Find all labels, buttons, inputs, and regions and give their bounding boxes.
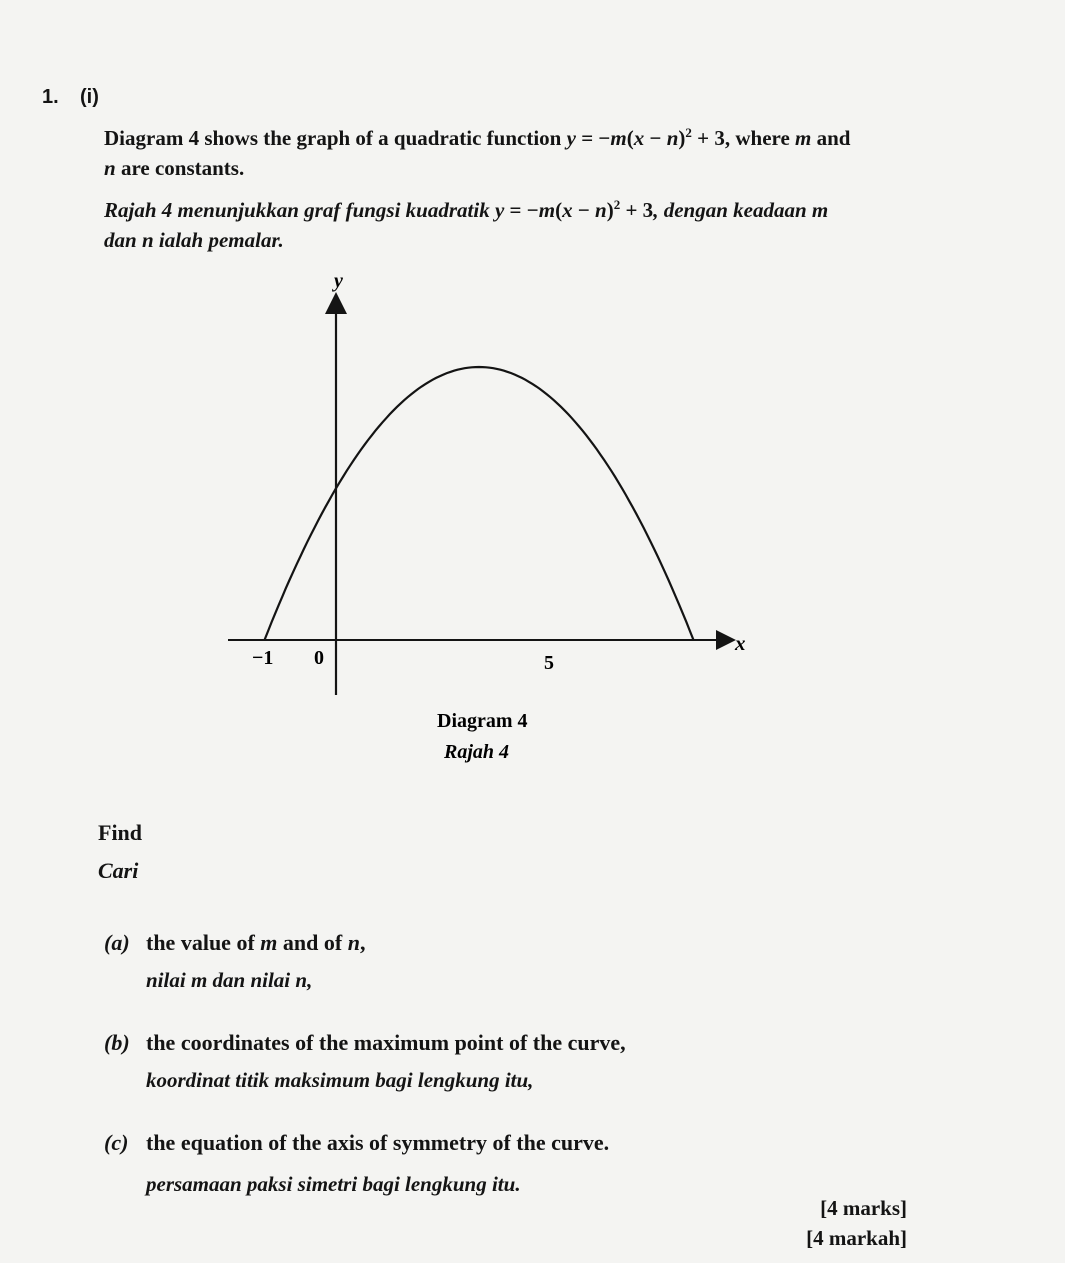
intro-en-text-2: , where bbox=[724, 126, 790, 150]
diagram-caption-en: Diagram 4 bbox=[437, 710, 528, 732]
intro-en-text-1: Diagram 4 shows the graph of a quadratic function bbox=[104, 126, 562, 150]
tick-label-0: 0 bbox=[314, 647, 324, 669]
part-b-malay: koordinat titik maksimum bagi lengkung itu, bbox=[146, 1068, 534, 1092]
intro-ms-text-3: dan bbox=[104, 228, 137, 252]
tick-label-5: 5 bbox=[544, 652, 554, 674]
tick-label-neg1: −1 bbox=[252, 647, 274, 669]
part-c-label: (c) bbox=[104, 1130, 129, 1155]
var-n: n bbox=[104, 156, 116, 180]
intro-en-text-3: and bbox=[816, 126, 851, 150]
marks-en: [4 marks] bbox=[820, 1196, 907, 1220]
part-c-malay: persamaan paksi simetri bagi lengkung itu. bbox=[146, 1172, 521, 1196]
y-axis-label: y bbox=[334, 270, 343, 292]
intro-ms-text-1: Rajah 4 menunjukkan graf fungsi kuadratik bbox=[104, 198, 490, 222]
x-axis-label: x bbox=[735, 631, 746, 655]
part-a-malay: nilai m dan nilai n, bbox=[146, 968, 313, 992]
parabola-curve bbox=[265, 367, 694, 640]
question-part: (i) bbox=[80, 86, 99, 108]
part-b-english: the coordinates of the maximum point of the curve, bbox=[146, 1030, 626, 1055]
find-label-en: Find bbox=[98, 820, 143, 845]
intro-ms-text-2: , dengan keadaan bbox=[653, 198, 807, 222]
equation-ms: $y = -m(x - n)^2 + 3$ bbox=[494, 197, 654, 222]
var-m: m bbox=[795, 126, 812, 150]
question-number: 1. bbox=[42, 86, 59, 108]
part-a-label: (a) bbox=[104, 930, 130, 955]
intro-en-text-4: are constants. bbox=[120, 156, 245, 180]
equation-en: $y = -m(x - n)^2 + 3$ bbox=[566, 125, 725, 150]
marks-ms: [4 markah] bbox=[806, 1226, 907, 1250]
part-b-label: (b) bbox=[104, 1030, 130, 1055]
find-label-ms: Cari bbox=[98, 858, 139, 883]
var-n-ms: n bbox=[141, 228, 154, 252]
intro-ms-text-4: ialah pemalar. bbox=[158, 228, 284, 252]
part-a-english: the value of m and of n, bbox=[146, 930, 366, 955]
diagram-caption-ms: Rajah 4 bbox=[444, 741, 510, 763]
var-m-ms: m bbox=[811, 198, 829, 222]
part-c-english: the equation of the axis of symmetry of the curve. bbox=[146, 1130, 610, 1155]
